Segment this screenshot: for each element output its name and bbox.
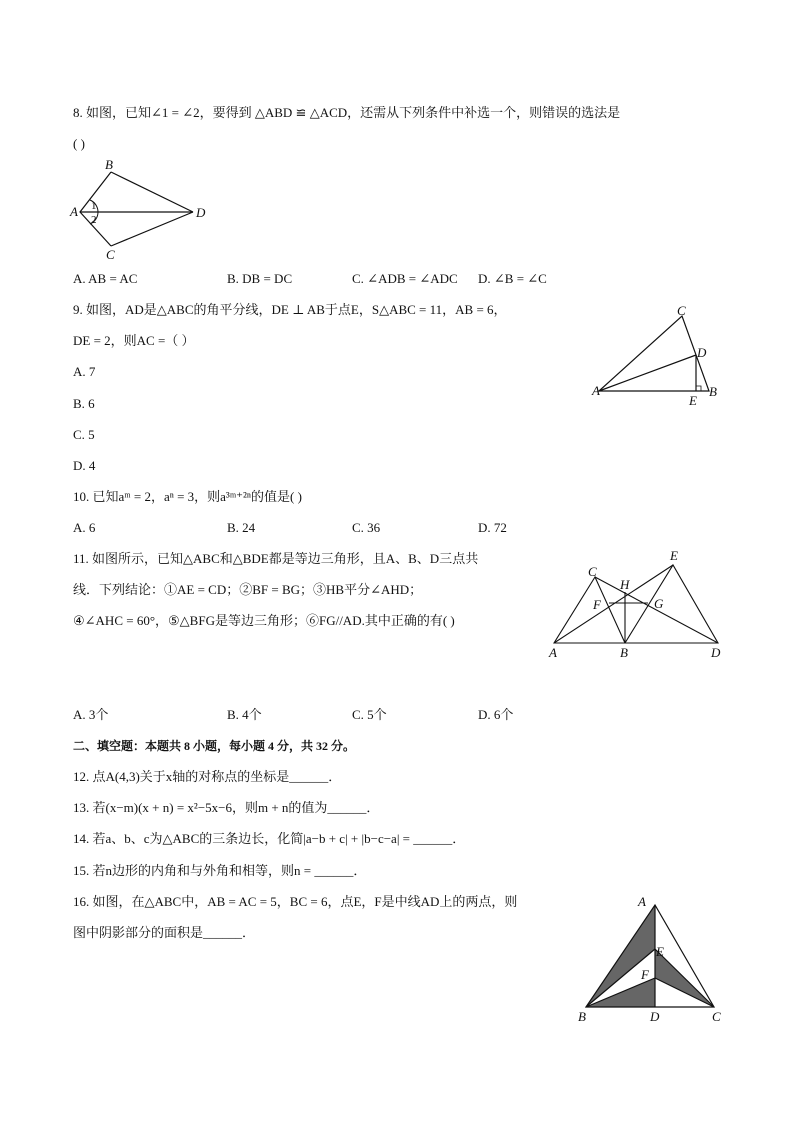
q16-label-E: E (656, 944, 664, 959)
q11-label-F: F (593, 597, 601, 612)
q8-label-A: A (70, 204, 78, 219)
q16-stem-line2: 图中阴影部分的面积是______． (73, 925, 256, 940)
q8-label-B: B (105, 160, 113, 172)
q11-option-d[interactable]: D. 6个 (478, 707, 514, 722)
q11-option-c[interactable]: C. 5个 (352, 707, 387, 722)
q11-label-A: A (549, 645, 557, 660)
q16-label-B: B (578, 1009, 586, 1024)
q11-stem-line1: 11. 如图所示，已知△ABC和△BDE都是等边三角形，且A、B、D三点共 (73, 551, 479, 566)
q9-option-d[interactable]: D. 4 (73, 458, 96, 473)
q11-label-H: H (620, 577, 630, 592)
q14-stem: 14. 若a、b、c为△ABC的三条边长，化简|a−b + c| + |b−c−a| = ______． (73, 831, 466, 846)
q16-label-D: D (650, 1009, 660, 1024)
q16-figure (572, 890, 732, 1025)
q11-option-a[interactable]: A. 3个 (73, 707, 109, 722)
q9-label-E: E (689, 393, 697, 408)
q11-label-D: D (711, 645, 721, 660)
q9-label-A: A (592, 383, 600, 398)
q8-angle-2: 2 (91, 214, 97, 226)
q9-option-a[interactable]: A. 7 (73, 364, 96, 379)
q10-option-a[interactable]: A. 6 (73, 520, 96, 535)
q8-option-b[interactable]: B. DB = DC (227, 271, 293, 286)
q16-label-A: A (638, 894, 646, 909)
q12-stem: 12. 点A(4,3)关于x轴的对称点的坐标是______． (73, 769, 342, 784)
q8-stem-line1: 8. 如图，已知∠1 = ∠2，要得到 △ABD ≌ △ACD，还需从下列条件中补选一个，则错误的选法是 (73, 105, 621, 120)
q10-option-b[interactable]: B. 24 (227, 520, 256, 535)
q11-stem-line2: 线．下列结论：①AE = CD；②BF = BG；③HB平分∠AHD； (73, 582, 423, 597)
q10-option-d[interactable]: D. 72 (478, 520, 507, 535)
q11-figure (545, 545, 735, 665)
q8-option-d[interactable]: D. ∠B = ∠C (478, 271, 547, 286)
q11-option-b[interactable]: B. 4个 (227, 707, 262, 722)
q11-label-E: E (670, 548, 678, 563)
section-2-heading: 二、填空题：本题共 8 小题，每小题 4 分，共 32 分。 (73, 739, 356, 753)
q9-option-c[interactable]: C. 5 (73, 427, 95, 442)
q16-label-C: C (712, 1009, 721, 1024)
q8-option-c[interactable]: C. ∠ADB = ∠ADC (352, 271, 458, 286)
q9-stem-line2: DE = 2，则AC =（ ） (73, 333, 195, 348)
q10-stem: 10. 已知aᵐ = 2，aⁿ = 3，则a³ᵐ⁺²ⁿ的值是( ) (73, 489, 302, 504)
q11-stem-line3: ④∠AHC = 60°，⑤△BFG是等边三角形；⑥FG//AD.其中正确的有( ) (73, 613, 455, 628)
q8-angle-1: 1 (91, 200, 97, 212)
q8-label-C: C (106, 247, 115, 260)
q9-label-B: B (709, 384, 717, 399)
q9-label-C: C (677, 303, 686, 318)
q9-label-D: D (697, 345, 707, 360)
q11-label-C: C (588, 564, 597, 579)
q8-option-a[interactable]: A. AB = AC (73, 271, 138, 286)
q9-option-b[interactable]: B. 6 (73, 396, 95, 411)
q9-figure (588, 300, 728, 410)
q8-label-D: D (196, 205, 206, 220)
q10-option-c[interactable]: C. 36 (352, 520, 381, 535)
q15-stem: 15. 若n边形的内角和与外角和相等，则n = ______． (73, 863, 367, 878)
q8-figure (68, 160, 218, 260)
q13-stem: 13. 若(x−m)(x + n) = x²−5x−6，则m + n的值为______． (73, 800, 380, 815)
q11-label-B: B (620, 645, 628, 660)
q11-label-G: G (654, 596, 664, 611)
q16-stem-line1: 16. 如图，在△ABC中，AB = AC = 5，BC = 6，点E，F是中线AD上的两点，则 (73, 894, 518, 909)
q16-label-F: F (641, 967, 649, 982)
q9-stem-line1: 9. 如图，AD是△ABC的角平分线，DE ⊥ AB于点E，S△ABC = 11，AB = 6， (73, 302, 507, 317)
q8-stem-line2: ( ) (73, 136, 85, 151)
